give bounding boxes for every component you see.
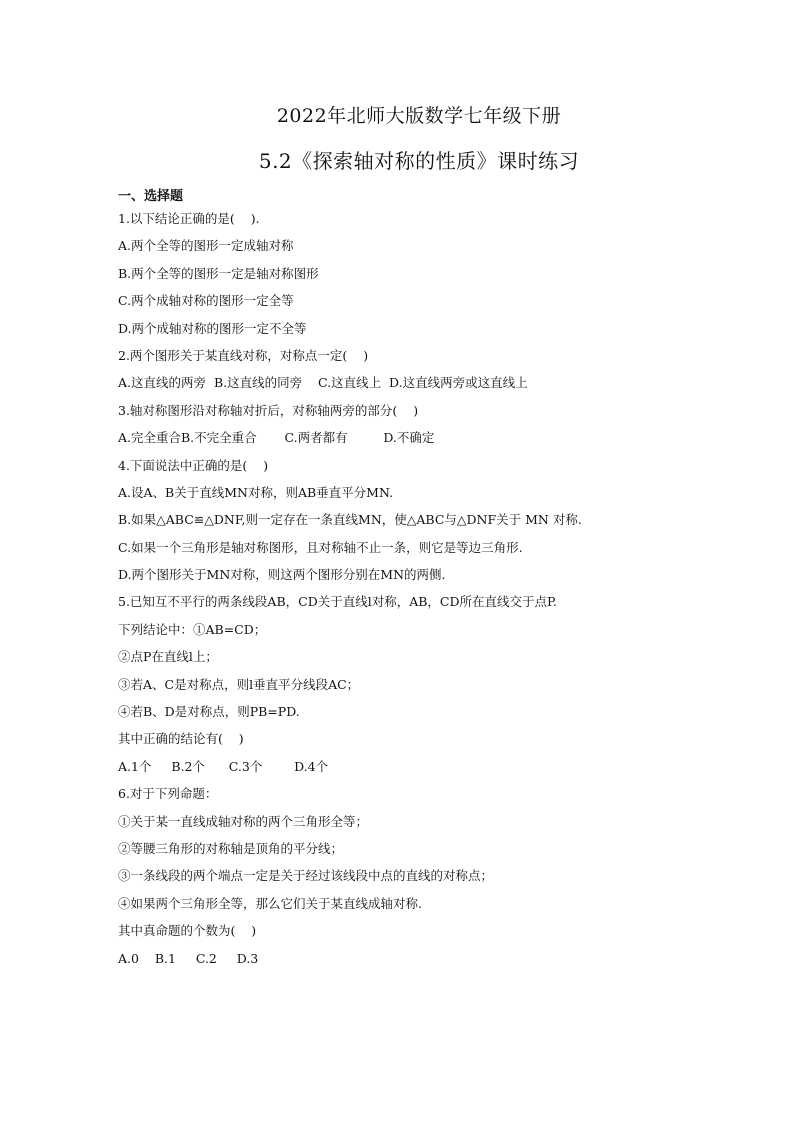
question-line: 下列结论中：①AB=CD； <box>118 621 267 637</box>
question-line: B.如果△ABC≌△DNF,则一定存在一条直线MN，使△ABC与△DNF关于 MN 对称. <box>118 512 582 528</box>
question-line: A.两个全等的图形一定成轴对称 <box>118 238 294 254</box>
question-line: ③若A、C是对称点，则l垂直平分线段AC； <box>118 676 360 692</box>
question-line: ②等腰三角形的对称轴是顶角的平分线； <box>118 840 344 856</box>
question-line: D.两个成轴对称的图形一定不全等 <box>118 320 307 336</box>
question-line: 其中正确的结论有( ) <box>118 731 244 747</box>
question-line: 4.下面说法中正确的是( ) <box>118 457 269 473</box>
question-line: 3.轴对称图形沿对称轴对折后，对称轴两旁的部分( ) <box>118 402 419 418</box>
section-heading: 一、选择题 <box>118 189 184 204</box>
question-line: D.两个图形关于MN对称，则这两个图形分别在MN的两侧. <box>118 567 446 583</box>
question-line: 6.对于下列命题： <box>118 786 218 802</box>
question-line: A.这直线的两旁 B.这直线的同旁 C.这直线上 D.这直线两旁或这直线上 <box>118 375 528 391</box>
document-subtitle: 5.2《探索轴对称的性质》课时练习 <box>258 149 580 173</box>
document-title: 2022年北师大版数学七年级下册 <box>276 105 562 127</box>
question-line: A.0 B.1 C.2 D.3 <box>118 950 259 966</box>
question-line: C.两个成轴对称的图形一定全等 <box>118 293 294 309</box>
question-line: ②点P在直线l上； <box>118 649 218 665</box>
question-list <box>118 210 638 977</box>
question-line: A.1个 B.2个 C.3个 D.4个 <box>118 758 329 774</box>
question-line: ④如果两个三角形全等，那么它们关于某直线成轴对称. <box>118 895 422 911</box>
question-line: A.设A、B关于直线MN对称，则AB垂直平分MN. <box>118 484 394 500</box>
question-line: 2.两个图形关于某直线对称，对称点一定( ) <box>118 347 369 363</box>
question-line: A.完全重合B.不完全重合 C.两者都有 D.不确定 <box>118 430 435 446</box>
question-line: 其中真命题的个数为( ) <box>118 923 257 939</box>
question-line: 1.以下结论正确的是( ). <box>118 211 260 226</box>
question-line: ①关于某一直线成轴对称的两个三角形全等； <box>118 813 369 829</box>
question-line: 5.已知互不平行的两条线段AB，CD关于直线l对称，AB，CD所在直线交于点P. <box>118 594 557 610</box>
question-line: C.如果一个三角形是轴对称图形，且对称轴不止一条，则它是等边三角形. <box>118 539 523 555</box>
question-line: B.两个全等的图形一定是轴对称图形 <box>118 265 319 281</box>
question-line: ④若B、D是对称点，则PB=PD. <box>118 704 300 720</box>
question-line: ③一条线段的两个端点一定是关于经过该线段中点的直线的对称点； <box>118 868 494 884</box>
